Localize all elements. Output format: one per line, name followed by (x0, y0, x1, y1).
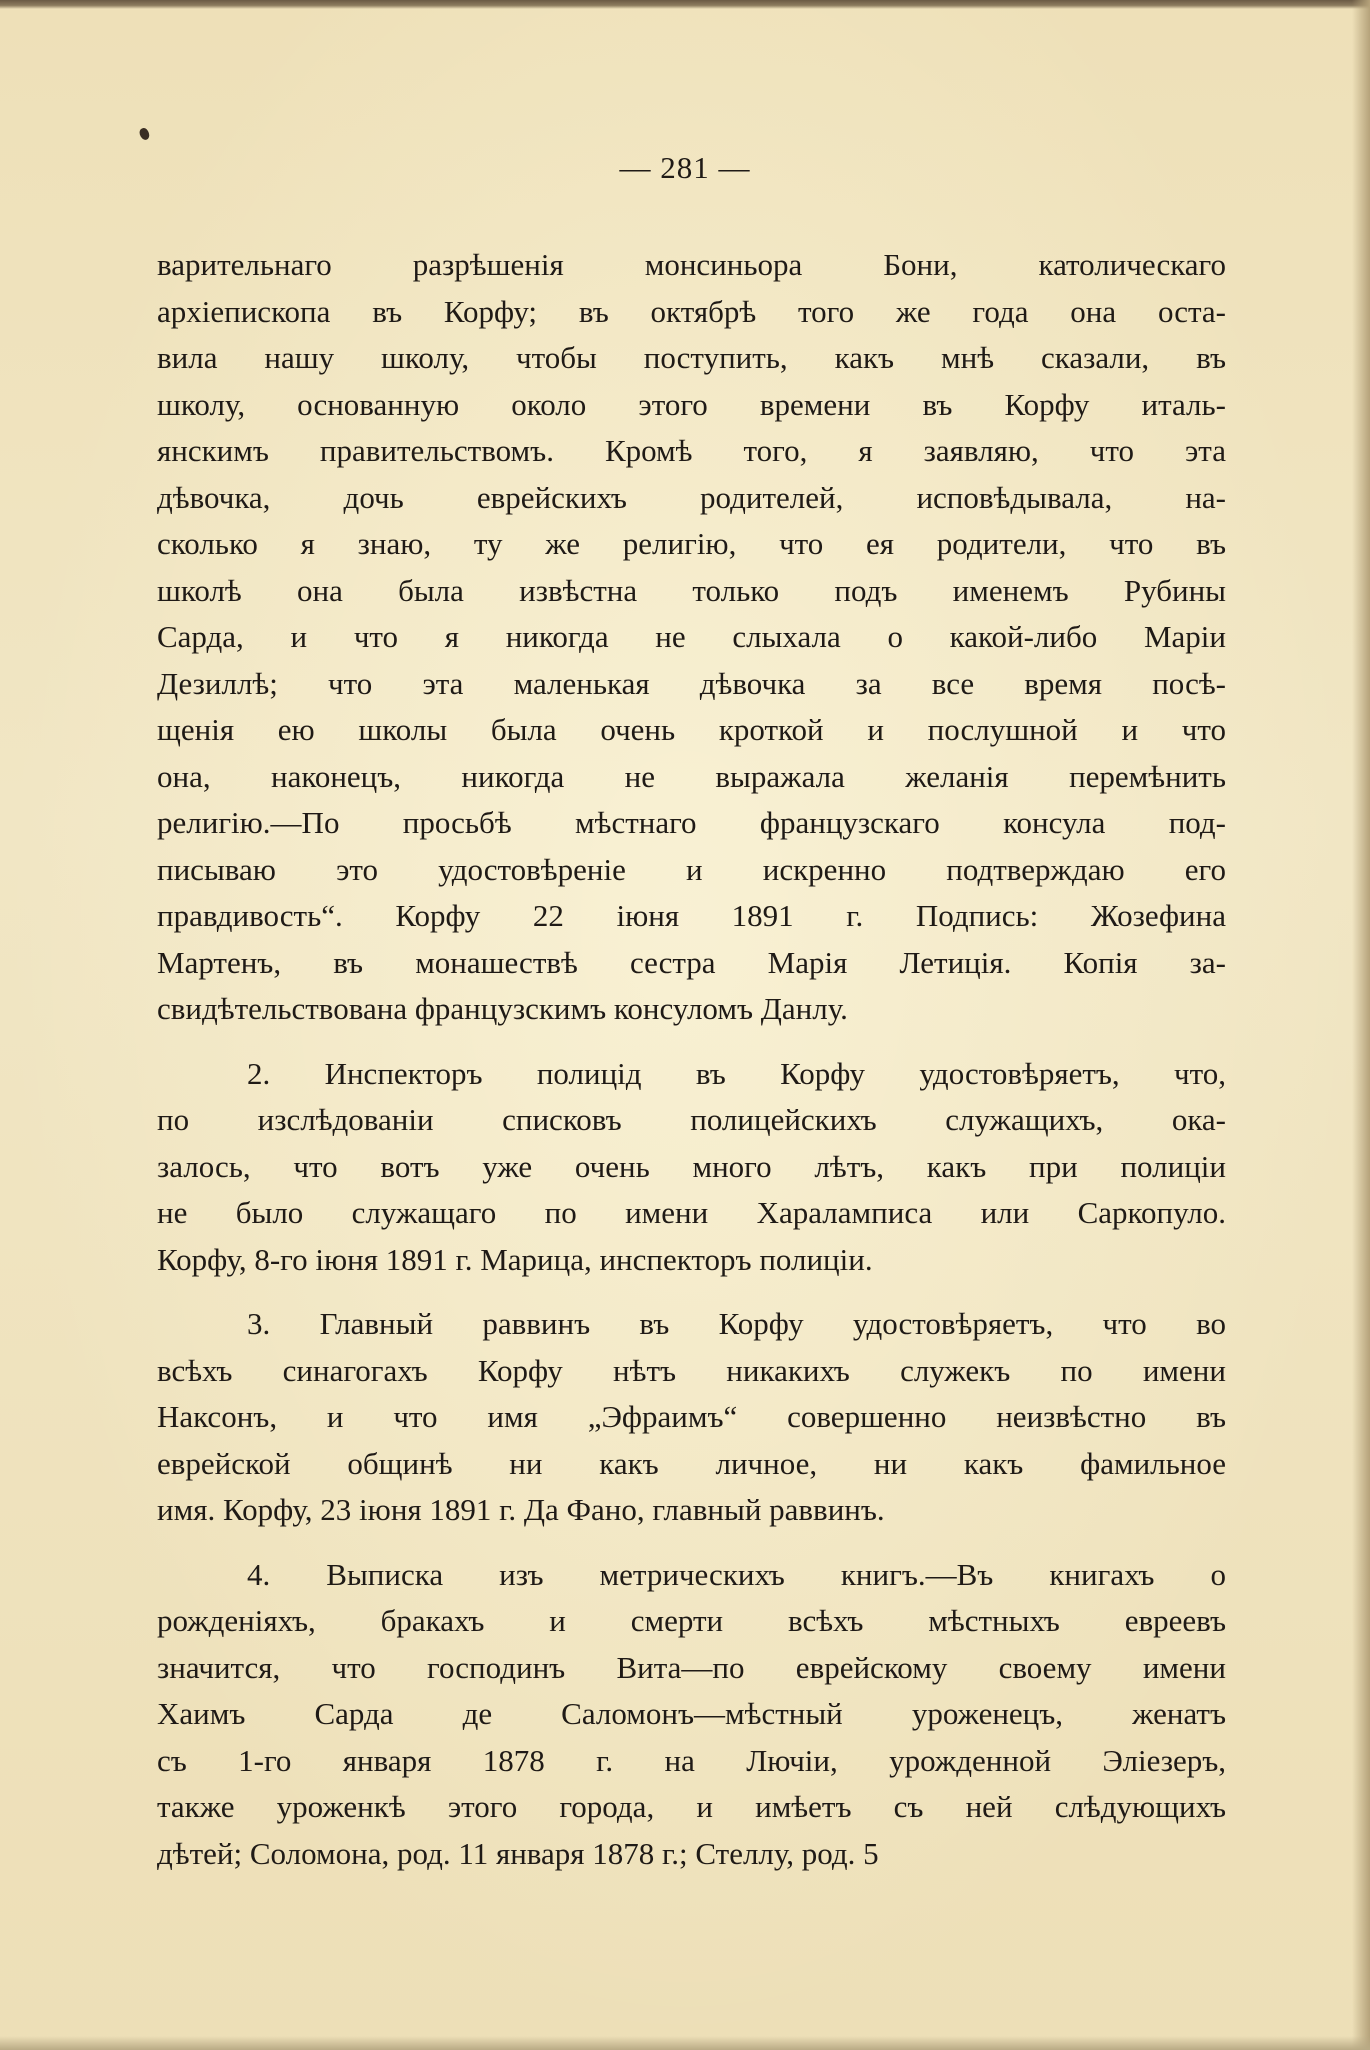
text-line: залось, что вотъ уже очень много лѣтъ, какъ при полиціи (157, 1148, 1226, 1184)
body-text (157, 242, 1226, 1877)
ink-speck (138, 127, 152, 142)
paragraph-3 (157, 1301, 1226, 1534)
paragraph-2 (157, 1051, 1226, 1284)
text-line: Корфу, 8-го іюня 1891 г. Марица, инспекторъ полиціи. (157, 1241, 873, 1277)
text-line: Хаимъ Сарда де Саломонъ—мѣстный уроженецъ, женатъ (157, 1696, 1226, 1731)
text-line: янскимъ правительствомъ. Кромѣ того, я заявляю, что эта (157, 433, 1226, 468)
text-line: религію.—По просьбѣ мѣстнаго французскаго консула под- (157, 805, 1226, 840)
text-line: Наксонъ, и что имя „Эфраимъ“ совершенно неизвѣстно въ (157, 1399, 1226, 1434)
page-number: — 281 — (619, 150, 751, 185)
text-line: Дезиллѣ; что эта маленькая дѣвочка за все время посѣ- (157, 665, 1226, 701)
text-line: сколько я знаю, ту же религію, что ея родители, что въ (157, 526, 1226, 561)
text-line: 3. Главный раввинъ въ Корфу удостовѣряетъ, что во (247, 1306, 1226, 1341)
text-line: рожденіяхъ, бракахъ и смерти всѣхъ мѣстныхъ евреевъ (157, 1603, 1226, 1638)
text-line: щенія ею школы была очень кроткой и послушной и что (157, 712, 1226, 747)
text-line: архіепископа въ Корфу; въ октябрѣ того же года она оста- (157, 293, 1226, 329)
text-line: школу, основанную около этого времени въ Корфу италь- (157, 386, 1226, 422)
text-line: значится, что господинъ Вита—по еврейскому своему имени (157, 1649, 1226, 1685)
text-line: вила нашу школу, чтобы поступить, какъ мнѣ сказали, въ (157, 340, 1226, 375)
text-line: дѣтей; Соломона, род. 11 января 1878 г.; Стеллу, род. 5 (157, 1835, 879, 1871)
text-line: Мартенъ, въ монашествѣ сестра Марія Летиція. Копія за- (157, 944, 1226, 980)
text-line: Сарда, и что я никогда не слыхала о какой-либо Маріи (157, 619, 1226, 654)
page-right-edge (1352, 0, 1370, 2050)
text-line: также уроженкѣ этого города, и имѣетъ съ ней слѣдующихъ (157, 1789, 1226, 1824)
text-line: правдивость“. Корфу 22 іюня 1891 г. Подпись: Жозефина (157, 898, 1226, 933)
text-line: по изслѣдованіи списковъ полицейскихъ служащихъ, ока- (157, 1102, 1226, 1137)
text-line: свидѣтельствована французскимъ консуломъ Данлу. (157, 991, 848, 1026)
paragraph-4 (157, 1552, 1226, 1878)
text-line: имя. Корфу, 23 іюня 1891 г. Да Фано, главный раввинъ. (157, 1492, 885, 1527)
text-line: школѣ она была извѣстна только подъ именемъ Рубины (157, 572, 1226, 608)
text-line: варительнаго разрѣшенія монсиньора Бони, католическаго (157, 247, 1226, 282)
text-line: она, наконецъ, никогда не выражала желанія перемѣнить (157, 758, 1226, 794)
text-line: писываю это удостовѣреніе и искренно подтверждаю его (157, 851, 1226, 887)
paragraph-1 (157, 242, 1226, 1033)
paragraph-gap (157, 1283, 1226, 1301)
text-line: еврейской общинѣ ни какъ личное, ни какъ фамильное (157, 1445, 1226, 1481)
text-line: всѣхъ синагогахъ Корфу нѣтъ никакихъ служекъ по имени (157, 1352, 1226, 1388)
paragraph-gap (157, 1033, 1226, 1051)
paragraph-gap (157, 1534, 1226, 1552)
text-line: 2. Инспекторъ полицід въ Корфу удостовѣряетъ, что, (247, 1055, 1226, 1091)
text-line: дѣвочка, дочь еврейскихъ родителей, исповѣдывала, на- (157, 479, 1226, 515)
text-line: 4. Выписка изъ метрическихъ книгъ.—Въ книгахъ о (247, 1556, 1226, 1592)
page-top-edge (0, 0, 1370, 9)
text-line: не было служащаго по имени Хараламписа или Саркопуло. (157, 1195, 1226, 1230)
text-line: съ 1-го января 1878 г. на Лючіи, урожденной Эліезеръ, (157, 1742, 1226, 1778)
page-bottom-edge (0, 2036, 1370, 2050)
